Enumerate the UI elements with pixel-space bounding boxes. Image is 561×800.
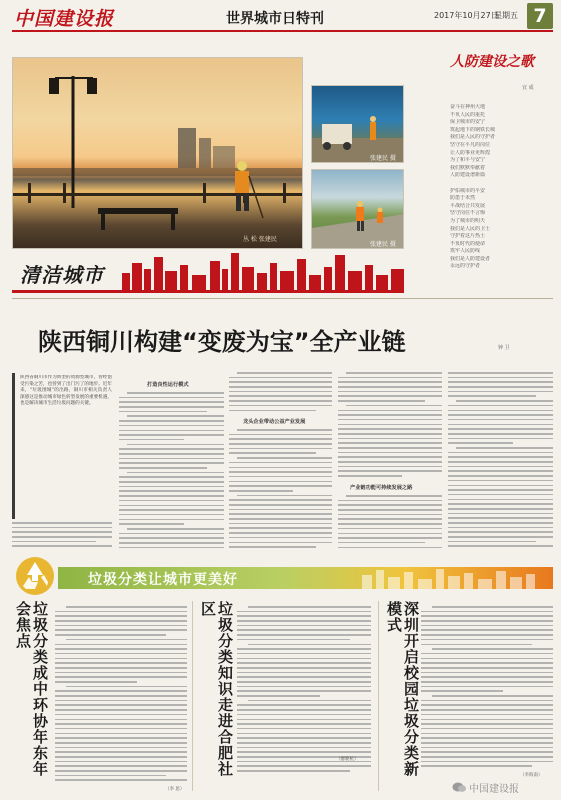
article-2-title: 垃圾分类知识走进合肥社区 xyxy=(199,601,234,777)
sunset-scene xyxy=(13,58,303,249)
poem-line: 筑起地下的钢铁长城 xyxy=(450,126,496,133)
recycle-banner xyxy=(12,555,553,597)
article-3-text xyxy=(421,606,553,776)
poem-line: 防患于未然 xyxy=(450,195,476,202)
column-separator xyxy=(378,601,379,791)
masthead-rule xyxy=(12,30,553,32)
main-byline: 钟 卫 xyxy=(498,345,510,351)
column-4-text-b xyxy=(338,495,442,551)
poem-line xyxy=(450,180,546,188)
intro-text: 陕西省铜川市作为典型的资源型城市，曾经饱受污染之苦，也曾到了出门污了的地步。近年来，“垃圾围城”的出路，铜川市相关负责人深感这是推动城市绿色转型发展的重要机遇，也是解决城市生活垃圾问题的关键。 xyxy=(20,375,112,407)
poem-line: 坚守在平凡的岗位 xyxy=(450,141,491,148)
workers-photo-caption: 张建民 摄 xyxy=(370,241,396,248)
poem-lines xyxy=(450,104,546,271)
subhead-2: 龙头企业带动公益产业发展 xyxy=(243,419,306,425)
hero-photo-credit: 丛 松 张建民 xyxy=(243,236,277,243)
masthead xyxy=(0,0,561,34)
subhead-3: 产业链功能可持续发展之路 xyxy=(350,485,413,491)
poem-line: 坚守岗位不言悔 xyxy=(450,210,486,217)
poem-line: 我们是人民的守护者 xyxy=(450,134,496,141)
night-street-photo xyxy=(311,85,404,163)
column-4-text-a xyxy=(338,372,442,480)
article-3-title: 深圳开启校园垃圾分类新模式 xyxy=(385,601,420,777)
article-2-byline: （廖鹿杭） xyxy=(336,757,359,762)
night-street-scene xyxy=(312,86,404,163)
poem-author: 宜 成 xyxy=(522,85,534,91)
poem-line: 我们默默奉献着 xyxy=(450,164,486,171)
poem-line: 为了城市的明天 xyxy=(450,217,486,224)
banner-skyline xyxy=(352,567,552,589)
clean-city-title: 清洁城市 xyxy=(20,263,104,287)
article-1-title: 垃圾分类成中环协年东年会焦点 xyxy=(14,601,49,777)
poem-line: 奋斗在神州大地 xyxy=(450,104,486,110)
page-number-badge xyxy=(527,3,553,29)
poem-line: 筑牢人民防线 xyxy=(450,248,481,255)
subhead-1: 打造良性运行模式 xyxy=(147,382,189,388)
poem-line: 人防建设谱新篇 xyxy=(450,172,486,179)
paper-name-logo: 中国建设报 xyxy=(14,8,115,30)
intro-accent-bar xyxy=(12,373,15,519)
poem-line: 不负时代的使命 xyxy=(450,240,486,247)
poem-line: 让人防事业更辉煌 xyxy=(450,149,491,156)
issue-date: 2017年10月27日 xyxy=(434,11,499,20)
issue-weekday: 星期五 xyxy=(494,11,518,20)
clean-city-banner xyxy=(12,249,404,293)
section-divider xyxy=(12,298,553,299)
section-title: 世界城市日特刊 xyxy=(226,11,324,27)
column-1-text xyxy=(12,522,112,551)
poem-line: 不负人民的重托 xyxy=(450,111,486,118)
article-1-byline: （李 思） xyxy=(165,787,185,792)
workers-scene xyxy=(312,170,404,249)
poem-line: 我们是人民的卫士 xyxy=(450,225,491,232)
recycle-icon xyxy=(14,555,56,597)
sunset-sweeper-photo xyxy=(12,57,303,249)
poem-line: 守护着这片热土 xyxy=(450,233,486,240)
poem-line: 永远的守护者 xyxy=(450,263,481,270)
column-separator xyxy=(192,601,193,791)
poem-section xyxy=(410,48,553,298)
recycle-banner-title: 垃圾分类让城市更美好 xyxy=(88,572,238,588)
poem-line: 平战结合共发展 xyxy=(450,202,486,209)
column-3-text-a xyxy=(229,372,332,414)
article-3-byline: （李海南） xyxy=(520,773,543,778)
wechat-icon xyxy=(452,781,466,793)
column-3-text-b xyxy=(229,429,332,551)
main-headline: 陕西铜川构建“变废为宝”全产业链 xyxy=(38,328,406,356)
poem-line: 为了和平与安宁 xyxy=(450,157,486,164)
column-5-text xyxy=(448,372,553,551)
article-1-text xyxy=(55,606,187,786)
page-number: 7 xyxy=(533,5,547,27)
night-photo-caption: 张建民 摄 xyxy=(370,155,396,162)
workers-photo xyxy=(311,169,404,249)
watermark-text: 中国建设报 xyxy=(469,784,519,795)
poem-line: 护佑城市的平安 xyxy=(450,187,486,194)
poem-line: 我们是人防建设者 xyxy=(450,255,491,262)
poem-title: 人防建设之歌 xyxy=(450,54,534,70)
poem-line: 保卫城市的安宁 xyxy=(450,119,486,126)
column-2-text xyxy=(119,392,224,550)
watermark xyxy=(452,778,553,796)
